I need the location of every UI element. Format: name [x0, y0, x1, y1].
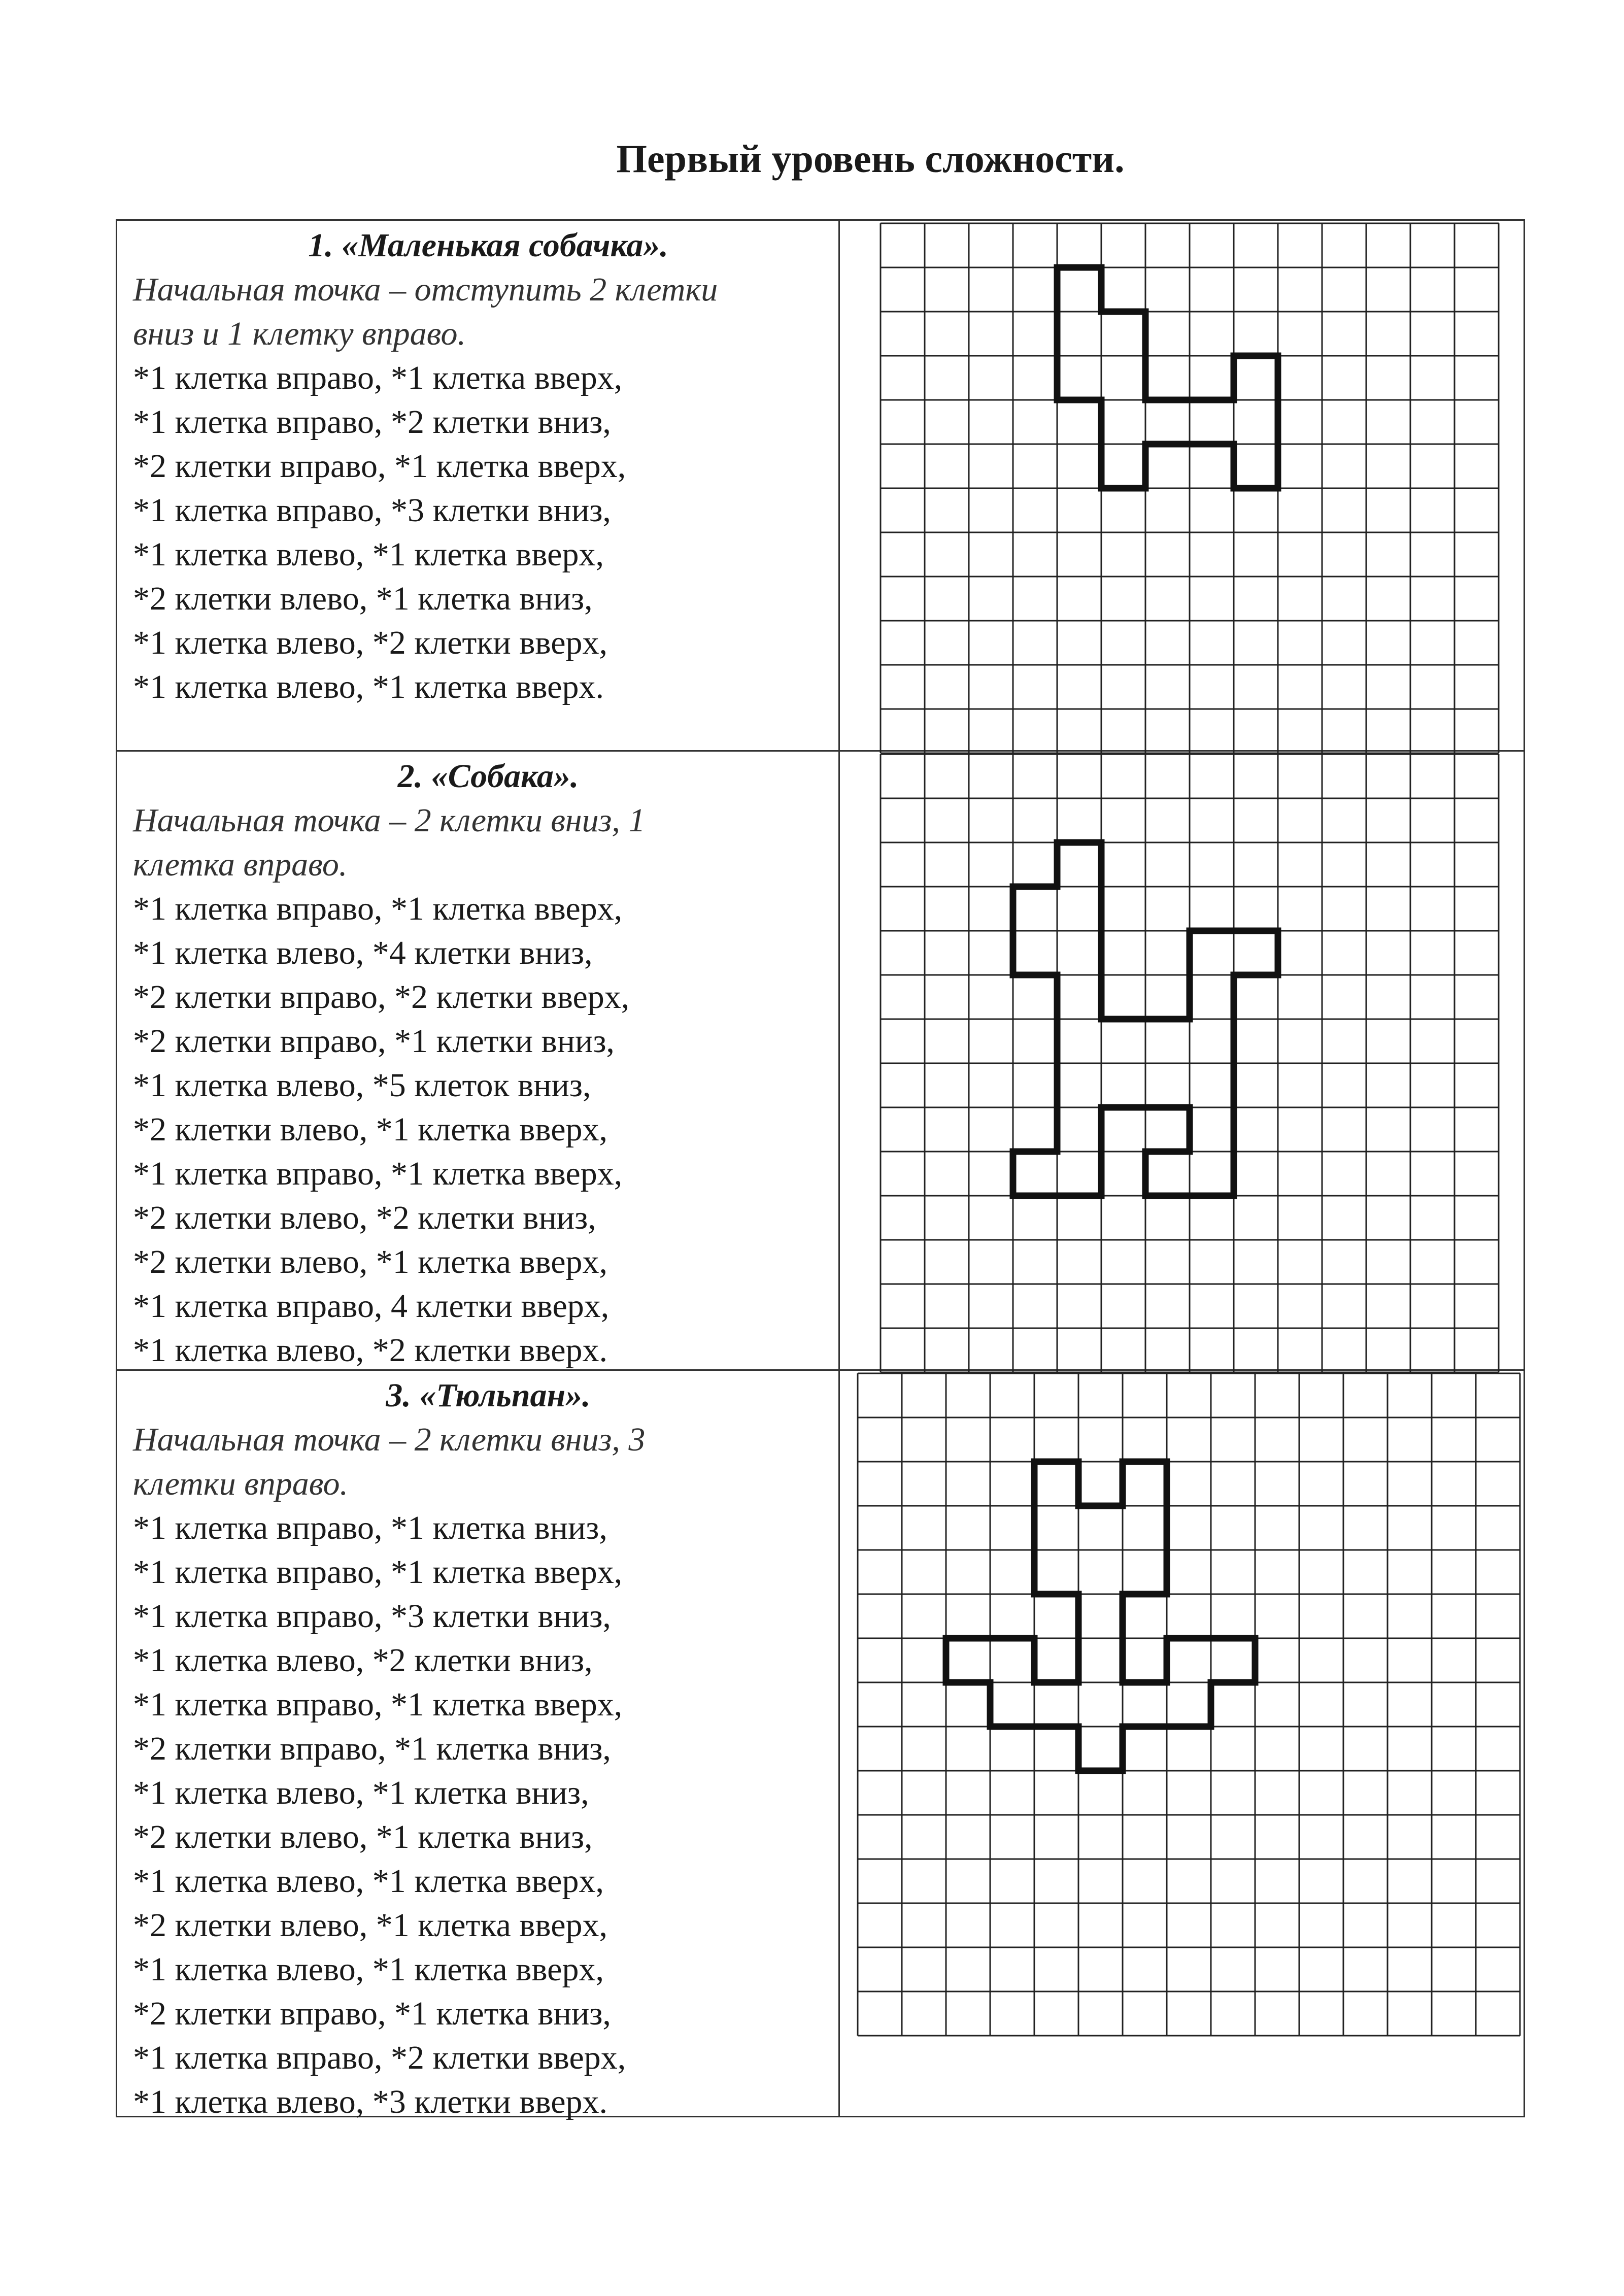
task-title: 1. «Маленькая собачка». — [308, 227, 668, 264]
task-step: *2 клетки вправо, *1 клетка вниз, — [133, 1730, 611, 1767]
task-title: 2. «Собака». — [397, 758, 579, 795]
task-step: *1 клетка влево, *1 клетка вверх, — [133, 1863, 604, 1900]
task-step: *1 клетка вправо, *1 клетка вниз, — [133, 1509, 607, 1546]
task-title: 3. «Тюльпан». — [386, 1377, 591, 1414]
task-step: *1 клетка влево, *1 клетка вниз, — [133, 1774, 589, 1811]
task-step: *2 клетки вправо, *1 клетка вниз, — [133, 1995, 611, 2032]
task-step: *2 клетки вправо, *1 клетки вниз, — [133, 1023, 615, 1060]
task-step: *1 клетка вправо, *3 клетки вниз, — [133, 492, 611, 529]
task-tulip — [133, 1373, 843, 2124]
task-step: *1 клетка влево, *1 клетка вверх, — [133, 1951, 604, 1988]
grid-tulip — [854, 1369, 1524, 2040]
task-step: *1 клетка вправо, *1 клетка вверх, — [133, 359, 623, 396]
task-start-line: Начальная точка – 2 клетки вниз, 3 — [133, 1421, 646, 1458]
task-step: *1 клетка влево, *2 клетки вниз, — [133, 1642, 593, 1679]
grid-dog — [876, 750, 1503, 1376]
task-dog-small — [133, 223, 843, 709]
task-step: *1 клетка влево, *5 клеток вниз, — [133, 1067, 591, 1104]
figure-outline — [1057, 267, 1278, 488]
task-step: *2 клетки влево, *1 клетка вниз, — [133, 580, 593, 617]
figure-outline — [946, 1462, 1255, 1771]
task-step: *1 клетка вправо, *3 клетки вниз, — [133, 1598, 611, 1635]
task-start-line: Начальная точка – отступить 2 клетки — [133, 271, 718, 308]
task-step: *2 клетки вправо, *1 клетка вверх, — [133, 448, 626, 485]
task-step: *1 клетка вправо, *1 клетка вверх, — [133, 890, 623, 927]
task-step: *1 клетка влево, *1 клетка вверх. — [133, 668, 604, 705]
task-step: *1 клетка влево, *2 клетки вверх. — [133, 1332, 607, 1369]
page-title: Первый уровень сложности. — [616, 137, 1125, 181]
task-step: *2 клетки вправо, *2 клетки вверх, — [133, 978, 630, 1016]
task-start-line: Начальная точка – 2 клетки вниз, 1 — [133, 802, 646, 839]
task-step: *1 клетка вправо, *2 клетки вниз, — [133, 403, 611, 441]
task-start-line: вниз и 1 клетку вправо. — [133, 315, 466, 352]
task-step: *2 клетки влево, *1 клетка вверх, — [133, 1243, 607, 1280]
task-step: *1 клетка влево, *4 клетки вниз, — [133, 934, 593, 971]
task-step: *2 клетки влево, *1 клетка вверх, — [133, 1111, 607, 1148]
task-step: *1 клетка вправо, 4 клетки вверх, — [133, 1288, 610, 1325]
task-step: *2 клетки влево, *1 клетка вниз, — [133, 1818, 593, 1855]
task-step: *2 клетки влево, *2 клетки вниз, — [133, 1199, 596, 1236]
task-step: *1 клетка влево, *1 клетка вверх, — [133, 536, 604, 573]
task-dog — [133, 754, 843, 1372]
task-step: *2 клетки влево, *1 клетка вверх, — [133, 1907, 607, 1944]
task-step: *1 клетка влево, *3 клетки вверх. — [133, 2083, 607, 2120]
grid-dog-small — [876, 219, 1503, 757]
task-step: *1 клетка вправо, *2 клетки вверх, — [133, 2039, 626, 2076]
task-step: *1 клетка вправо, *1 клетка вверх, — [133, 1155, 623, 1192]
task-step: *1 клетка вправо, *1 клетка вверх, — [133, 1554, 623, 1591]
task-step: *1 клетка влево, *2 клетки вверх, — [133, 624, 607, 661]
task-start-line: клетки вправо. — [133, 1465, 349, 1502]
task-start-line: клетка вправо. — [133, 846, 348, 883]
task-step: *1 клетка вправо, *1 клетка вверх, — [133, 1686, 623, 1723]
